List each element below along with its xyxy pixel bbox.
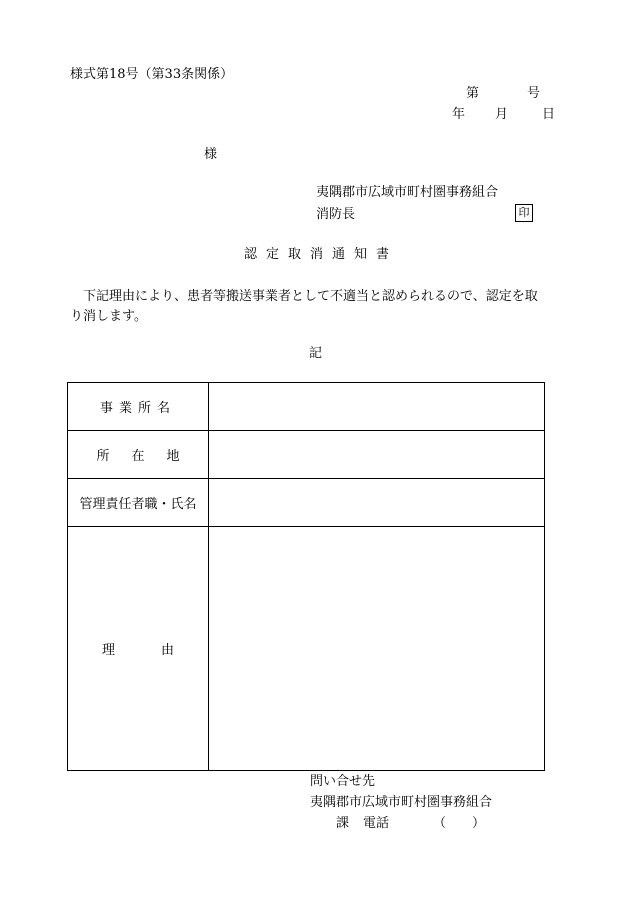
phone-label: 電話 [363, 816, 390, 831]
ki-heading: 記 [309, 346, 323, 361]
table-row [68, 479, 545, 527]
document-title: 認定取消通知書 [244, 247, 399, 262]
details-table [67, 382, 545, 771]
date-year: 年 [452, 107, 466, 122]
office-name-label: 事業所名 [68, 383, 209, 431]
form-number: 様式第18号（第33条関係） [70, 67, 234, 82]
reason-value[interactable] [209, 527, 545, 771]
seal-stamp: 印 [515, 204, 533, 222]
reason-label-char: 理 [101, 643, 115, 658]
doc-number-prefix: 第 [466, 86, 480, 101]
location-value[interactable] [209, 431, 545, 479]
document-number [466, 86, 540, 102]
manager-value[interactable] [209, 479, 545, 527]
location-label-char: 所 [96, 449, 110, 464]
table-row [68, 527, 545, 771]
notice-body: 下記理由により、患者等搬送事業者として不適当と認められるので、認定を取り消します。 [70, 289, 538, 324]
date-month: 月 [495, 107, 509, 122]
location-label-char: 地 [166, 449, 180, 464]
table-row [68, 431, 545, 479]
contact-section: 課 [336, 816, 350, 831]
issue-date [452, 107, 555, 123]
phone-parens: （ ） [433, 816, 486, 831]
sender-organization: 夷隅郡市広域市町村圏事務組合 [316, 185, 499, 200]
contact-label: 問い合せ先 [310, 774, 376, 789]
table-row [68, 383, 545, 431]
location-label [68, 431, 209, 479]
sender-title: 消防長 [316, 207, 356, 222]
date-day: 日 [542, 107, 556, 122]
contact-organization: 夷隅郡市広域市町村圏事務組合 [310, 795, 493, 810]
contact-phone [336, 816, 485, 832]
manager-label: 管理責任者職・氏名 [68, 479, 209, 527]
reason-label-char: 由 [161, 643, 175, 658]
office-name-value[interactable] [209, 383, 545, 431]
recipient-honorific: 様 [204, 147, 218, 162]
doc-number-suffix: 号 [527, 86, 541, 101]
location-label-char: 在 [131, 449, 145, 464]
reason-label [68, 527, 209, 771]
